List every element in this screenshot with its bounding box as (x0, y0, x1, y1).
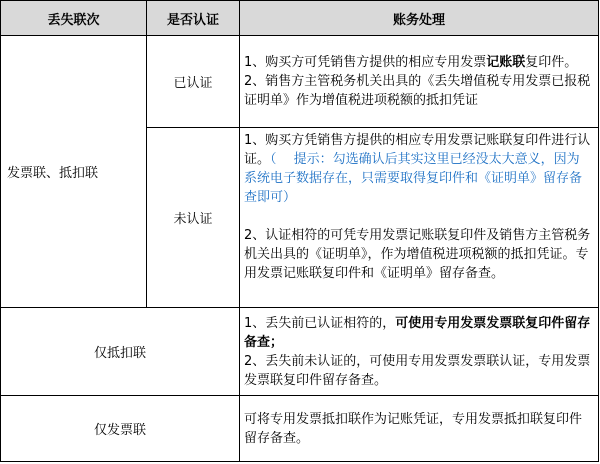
deduction-only-p1-bold: 可使用专用发票发票联复印件留存备查； (244, 315, 591, 350)
deduction-only-p1-text: 1、丢失前已认证相符的， (244, 315, 396, 331)
deduction-only-treatment (240, 308, 599, 396)
uncertified-note: （ 提示：勾选确认后其实这里已经没太大意义，因为系统电子数据存在，只需要取得复印件和《证明单》留存备查即可） (244, 152, 583, 205)
header-treatment: 账务处理 (240, 1, 599, 36)
header-row (1, 1, 599, 36)
uncertified-label: 未认证 (147, 128, 240, 308)
lost-both-label: 发票联、抵扣联 (1, 36, 147, 308)
certified-paragraph-2: 2、销售方主管税务机关出具的《丢失增值税专用发票已报税证明单》作为增值税进项税额的抵扣凭证 (244, 74, 591, 108)
certified-paragraph-1 (244, 53, 592, 72)
deduction-only-paragraph-1 (244, 314, 592, 352)
certified-p1-bold: 记账联 (486, 55, 526, 70)
certified-p1-tail: 复印件。 (525, 55, 578, 70)
certified-p1-text: 1、购买方可凭销售方提供的相应专用发票 (244, 55, 487, 70)
header-certified: 是否认证 (147, 1, 240, 36)
invoice-only-treatment: 可将专用发票抵扣联作为记账凭证，专用发票抵扣联复印件留存备查。 (240, 396, 599, 462)
table-row (1, 396, 599, 462)
table-row (1, 36, 599, 128)
invoice-only-label: 仅发票联 (1, 396, 240, 462)
table-row (1, 308, 599, 396)
paragraph-spacer (244, 207, 592, 226)
deduction-only-label: 仅抵扣联 (1, 308, 240, 396)
uncertified-treatment (240, 128, 599, 308)
uncertified-paragraph-1 (244, 131, 592, 207)
header-lost-copy: 丢失联次 (1, 1, 147, 36)
certified-label: 已认证 (147, 36, 240, 128)
certified-treatment (240, 36, 599, 128)
deduction-only-paragraph-2: 2、丢失前未认证的，可使用专用发票发票联认证，专用发票发票联复印件留存备查。 (244, 353, 591, 388)
uncertified-p1-text: 1、购买方凭销售方提供的相应专用发票记账联复印件进行认证。 (244, 133, 591, 167)
uncertified-paragraph-2: 2、认证相符的可凭专用发票记账联复印件及销售方主管税务机关出具的《证明单》，作为增值税进项税额的抵扣凭证。专用发票记账联复印件和《证明单》留存备查。 (244, 228, 591, 281)
